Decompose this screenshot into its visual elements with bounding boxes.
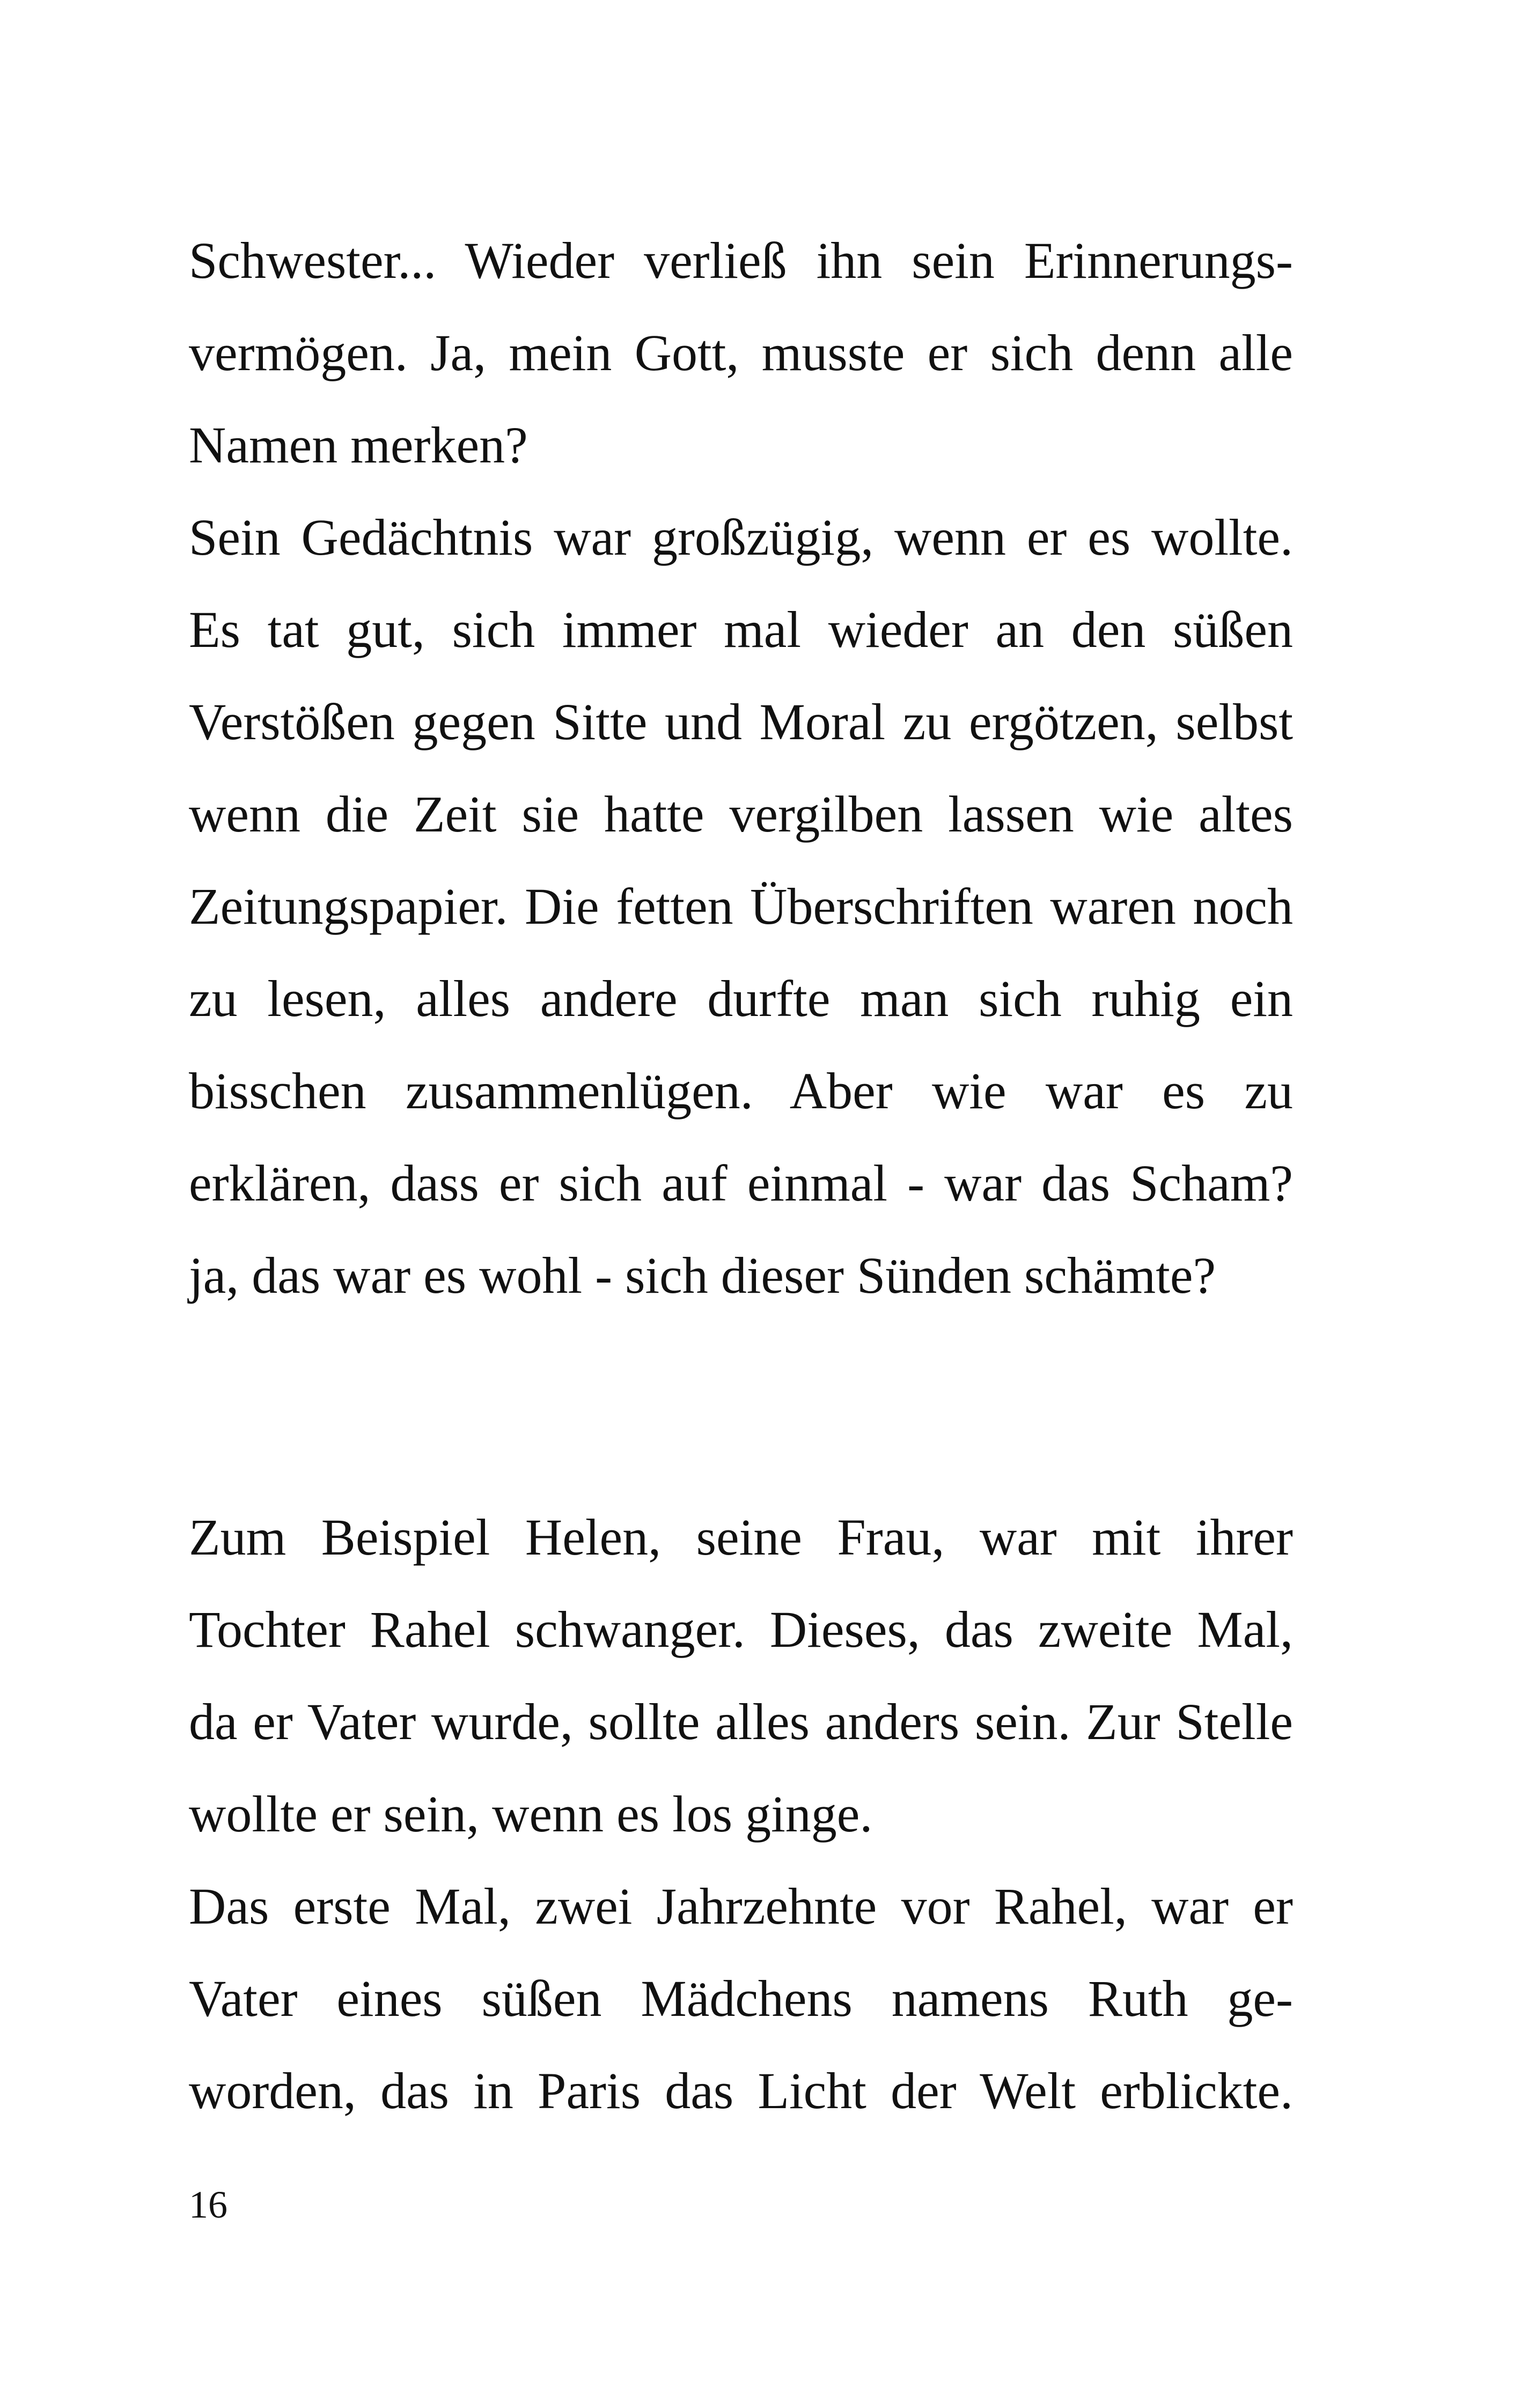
text-section-lower [189, 1491, 1293, 2137]
paragraph [189, 1860, 1293, 2137]
text-line: Zeitungspapier. Die fetten Überschriften waren noch [189, 878, 1293, 935]
text-section-upper [189, 215, 1293, 1322]
text-line: vermögen. Ja, mein Gott, musste er sich denn alle [189, 324, 1293, 381]
text-line: Das erste Mal, zwei Jahrzehnte vor Rahel, war er [189, 1877, 1293, 1935]
paragraph [189, 1491, 1293, 1860]
text-line: Namen merken? [189, 416, 528, 474]
text-line: zu lesen, alles andere durfte man sich ruhig ein [189, 970, 1293, 1027]
text-line: ja, das war es wohl - sich dieser Sünden schämte? [189, 1247, 1216, 1304]
text-line: Zum Beispiel Helen, seine Frau, war mit ihrer [189, 1508, 1293, 1566]
text-line: wenn die Zeit sie hatte vergilben lassen wie altes [189, 785, 1293, 843]
text-line: Sein Gedächtnis war großzügig, wenn er es wollte. [189, 509, 1293, 566]
text-line: Verstößen gegen Sitte und Moral zu ergötzen, selbst [189, 693, 1293, 750]
text-line: worden, das in Paris das Licht der Welt erblickte. [189, 2062, 1293, 2119]
text-line: da er Vater wurde, sollte alles anders sein. Zur Stelle [189, 1693, 1293, 1750]
text-line: Schwester... Wieder verließ ihn sein Erinnerungs- [189, 232, 1293, 289]
text-line: wollte er sein, wenn es los ginge. [189, 1785, 873, 1843]
text-line: erklären, dass er sich auf einmal - war das Scham? [189, 1154, 1293, 1212]
text-line: bisschen zusammenlügen. Aber wie war es zu [189, 1062, 1293, 1120]
text-line: Es tat gut, sich immer mal wieder an den süßen [189, 601, 1293, 658]
text-line: Tochter Rahel schwanger. Dieses, das zweite Mal, [189, 1601, 1293, 1658]
paragraph [189, 491, 1293, 1322]
text-line: Vater eines süßen Mädchens namens Ruth ge- [189, 1970, 1293, 2027]
paragraph [189, 215, 1293, 491]
page-number: 16 [189, 2183, 227, 2226]
